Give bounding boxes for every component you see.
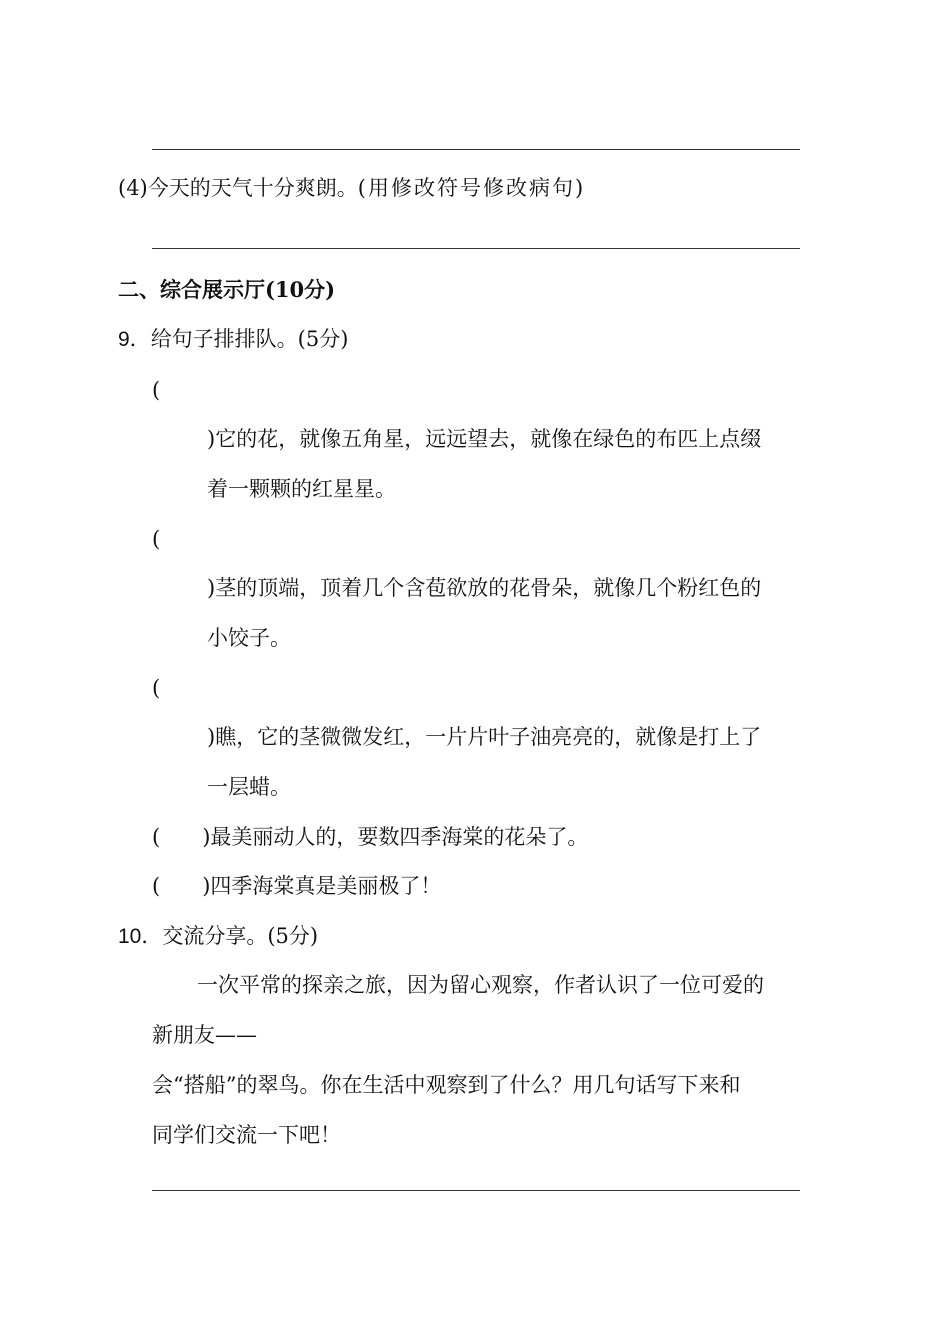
item-4-text: (4)今天的天气十分爽朗。 <box>118 176 358 200</box>
sentence-2-bracket: ( <box>152 527 161 551</box>
question-10-prompt: 交流分享。(5分) <box>162 924 319 948</box>
question-10-number: 10． <box>118 925 163 948</box>
question-9-prompt: 给句子排排队。(5分) <box>150 327 349 351</box>
question-9-number: 9． <box>118 328 151 351</box>
sentence-2-line-1: )茎的顶端，顶着几个含苞欲放的花骨朵，就像几个粉红色的 <box>207 576 762 600</box>
question-10-heading <box>118 922 318 951</box>
question-10-line-2: 新朋友—— <box>152 1023 257 1047</box>
sentence-1-line-2: 着一颗颗的红星星。 <box>207 477 396 501</box>
sentence-1-line-1: )它的花，就像五角星，远远望去，就像在绿色的布匹上点缀 <box>207 427 762 451</box>
answer-line-top <box>152 149 800 150</box>
question-9-heading <box>118 325 348 354</box>
section-2-title: 二、综合展示厅(10分) <box>118 277 336 302</box>
question-10-line-4: 同学们交流一下吧！ <box>152 1123 341 1147</box>
answer-line-item-4 <box>152 248 800 249</box>
question-10-line-1: 一次平常的探亲之旅，因为留心观察，作者认识了一位可爱的 <box>197 973 764 997</box>
item-4-note: (用修改符号修改病句) <box>357 176 586 200</box>
sentence-4: ( )最美丽动人的，要数四季海棠的花朵了。 <box>152 825 589 849</box>
sentence-3-line-1: )瞧，它的茎微微发红，一片片叶子油亮亮的，就像是打上了 <box>207 725 762 749</box>
sentence-2-line-2: 小饺子。 <box>207 626 291 650</box>
answer-line-question-10 <box>152 1190 800 1191</box>
sentence-3-line-2: 一层蜡。 <box>207 775 291 799</box>
item-4 <box>118 174 585 202</box>
sentence-5: ( )四季海棠真是美丽极了！ <box>152 874 442 898</box>
sentence-1-bracket: ( <box>152 378 161 402</box>
question-10-line-3: 会“搭船”的翠鸟。你在生活中观察到了什么？用几句话写下来和 <box>152 1073 741 1097</box>
sentence-3-bracket: ( <box>152 676 161 700</box>
